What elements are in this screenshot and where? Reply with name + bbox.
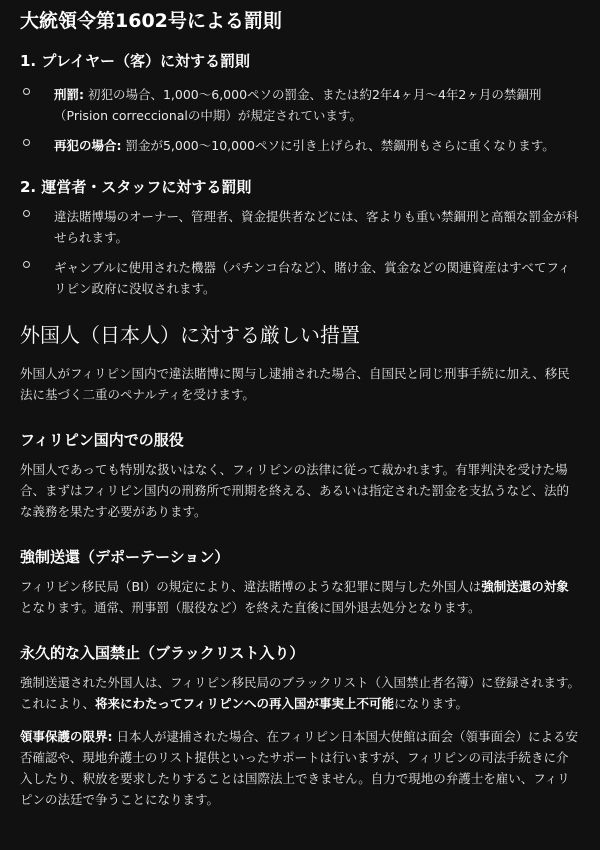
item-text: ギャンブルに使用された機器（パチンコ台など）、賭け金、賞金などの関連資産はすべてフィリピン政府に没収されます。 xyxy=(54,260,571,296)
item-bold-label: 再犯の場合: xyxy=(54,138,122,153)
bullet-icon xyxy=(23,261,30,268)
section1-heading: 1. プレイヤー（客）に対する罰則 xyxy=(20,52,251,70)
bullet-icon xyxy=(23,88,30,95)
bullet-icon xyxy=(23,139,30,146)
list-item xyxy=(20,135,580,156)
deport-text-1: フィリピン移民局（BI）の規定により、違法賭博のような犯罪に関与した外国人は xyxy=(20,579,482,594)
ban-heading: 永久的な入国禁止（ブラックリスト入り） xyxy=(20,644,305,662)
service-text: 外国人であっても特別な扱いはなく、フィリピンの法律に従って裁かれます。有罪判決を受けた場合、まずはフィリピン国内の刑務所で刑期を終える、あるいは指定された罰金を支払うなど、法的な義務を果たす必要があります。 xyxy=(20,462,570,519)
consular-bold: 領事保護の限界: xyxy=(20,729,113,744)
service-heading: フィリピン国内での服役 xyxy=(20,431,184,449)
bullet-icon xyxy=(23,210,30,217)
section1-list xyxy=(20,84,580,156)
deport-text-2: となります。通常、刑事罰（服役など）を終えた直後に国外退去処分となります。 xyxy=(20,600,481,615)
section2-list xyxy=(20,206,580,299)
section2-heading: 2. 運営者・スタッフに対する罰則 xyxy=(20,178,252,196)
ban-text-1: 強制送還された外国人は、フィリピン移民局のブラックリスト（入国禁止者名簿）に登録されます。これにより、 xyxy=(20,675,581,711)
item-text: 違法賭博場のオーナー、管理者、資金提供者などには、客よりも重い禁錮刑と高額な罰金が科せられます。 xyxy=(54,209,579,245)
item-text: 初犯の場合、1,000〜6,000ペソの罰金、または約2年4ヶ月〜4年2ヶ月の禁錮刑（Prision correccionalの中期）が規定されています。 xyxy=(54,87,542,123)
ban-text-2: になります。 xyxy=(394,696,469,711)
list-item xyxy=(20,206,580,248)
page-title: 大統領令第1602号による罰則 xyxy=(20,10,282,32)
list-item xyxy=(20,257,580,299)
ban-bold: 将来にわたってフィリピンへの再入国が事実上不可能 xyxy=(95,696,395,711)
foreigner-heading: 外国人（日本人）に対する厳しい措置 xyxy=(20,323,360,347)
ban-text xyxy=(20,672,580,714)
foreigner-intro: 外国人がフィリピン国内で違法賭博に関与し逮捕された場合、自国民と同じ刑事手続に加え、移民法に基づく二重のペナルティを受けます。 xyxy=(20,366,570,402)
consular-body: 日本人が逮捕された場合、在フィリピン日本国大使館は面会（領事面会）による安否確認や、現地弁護士のリスト提供といったサポートは行いますが、フィリピンの司法手続きに介入したり、釈放を要求したりすることは国際法上できません。自力で現地の弁護士を雇い、フィリピンの法廷で争うことになります。 xyxy=(20,729,578,807)
deport-bold: 強制送還の対象 xyxy=(481,579,569,594)
deport-heading: 強制送還（デポーテーション） xyxy=(20,548,230,566)
list-item xyxy=(20,84,580,126)
item-text: 罰金が5,000〜10,000ペソに引き上げられ、禁錮刑もさらに重くなります。 xyxy=(121,138,555,153)
item-bold-label: 刑罰: xyxy=(54,87,84,102)
consular-text xyxy=(20,726,580,810)
deport-text xyxy=(20,576,580,618)
